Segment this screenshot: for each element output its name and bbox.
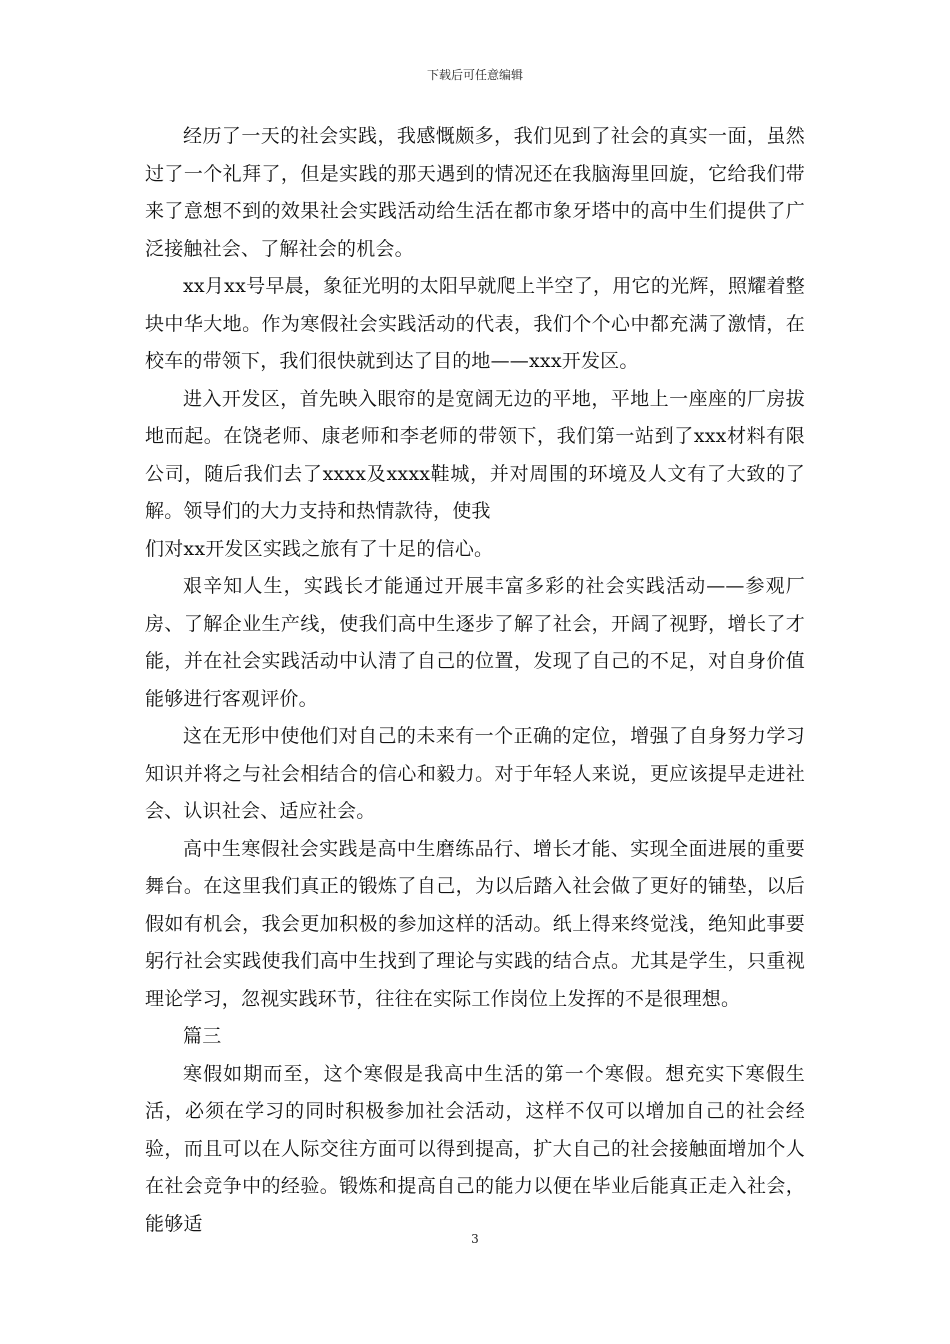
page-number: 3 <box>471 1232 479 1246</box>
paragraph: 们对xx开发区实践之旅有了十足的信心。 <box>145 537 494 560</box>
paragraph: 这在无形中使他们对自己的未来有一个正确的定位，增强了自身努力学习知识并将之与社会相结合的信心和毅力。对于年轻人来说，更应该提早走进社会、认识社会、适应社会。 <box>145 725 805 822</box>
page-header: 下载后可任意编辑 <box>426 68 523 82</box>
paragraph: xx月xx号早晨，象征光明的太阳早就爬上半空了，用它的光辉，照耀着整块中华大地。作为寒假社会实践活动的代表，我们个个心中都充满了激情，在校车的带领下，我们很快就到达了目的地——xxx开发区。 <box>145 275 805 372</box>
paragraph: 进入开发区，首先映入眼帘的是宽阔无边的平地，平地上一座座的厂房拔地而起。在饶老师、康老师和李老师的带领下，我们第一站到了xxx材料有限公司，随后我们去了xxxx及xxxx鞋城，并对周围的环境及人文有了大致的了解。领导们的大力支持和热情款待，使我 <box>145 387 805 522</box>
paragraph: 高中生寒假社会实践是高中生磨练品行、增长才能、实现全面进展的重要舞台。在这里我们真正的锻炼了自己，为以后踏入社会做了更好的铺垫，以后假如有机会，我会更加积极的参加这样的活动。纸上得来终觉浅，绝知此事要躬行社会实践使我们高中生找到了理论与实践的结合点。尤其是学生，只重视理论学习，忽视实践环节，往往在实际工作岗位上发挥的不是很理想。 <box>145 837 805 1010</box>
paragraph: 艰辛知人生，实践长才能通过开展丰富多彩的社会实践活动——参观厂房、了解企业生产线，使我们高中生逐步了解了社会，开阔了视野，增长了才能，并在社会实践活动中认清了自己的位置，发现了自己的不足，对自身价值能够进行客观评价。 <box>145 575 805 710</box>
paragraph: 寒假如期而至，这个寒假是我高中生活的第一个寒假。想充实下寒假生活，必须在学习的同时积极参加社会活动，这样不仅可以增加自己的社会经验，而且可以在人际交往方面可以得到提高，扩大自己的社会接触面增加个人在社会竞争中的经验。锻炼和提高自己的能力以便在毕业后能真正走入社会，能够适 <box>145 1062 805 1235</box>
section-heading: 篇三 <box>183 1025 222 1047</box>
paragraph: 经历了一天的社会实践，我感慨颇多，我们见到了社会的真实一面，虽然过了一个礼拜了，但是实践的那天遇到的情况还在我脑海里回旋，它给我们带来了意想不到的效果社会实践活动给生活在都市象牙塔中的高中生们提供了广泛接触社会、了解社会的机会。 <box>145 125 805 260</box>
document-body <box>145 118 805 1243</box>
